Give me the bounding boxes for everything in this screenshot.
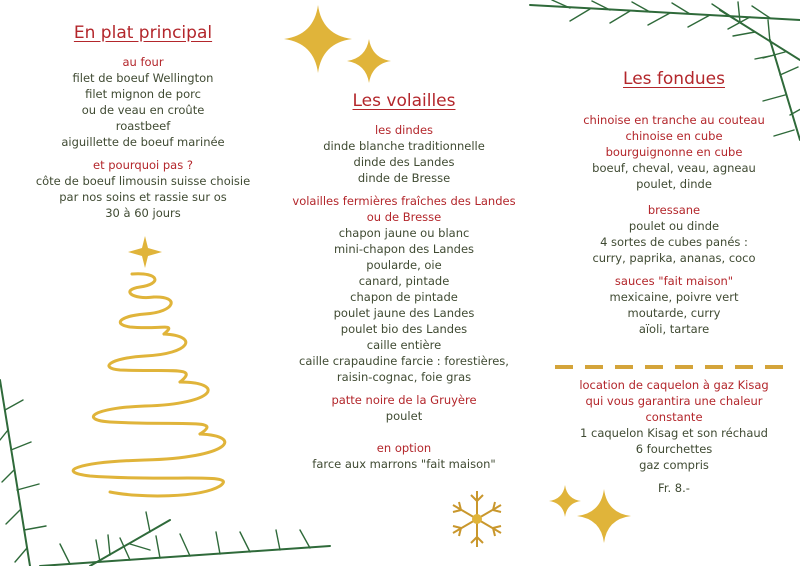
menu-item: poulet bbox=[385, 409, 423, 423]
menu-section bbox=[560, 273, 788, 337]
menu-section bbox=[25, 157, 261, 221]
section-heading: patte noire de la Gruyère bbox=[331, 393, 477, 407]
menu-item: 4 sortes de cubes panés : bbox=[600, 235, 748, 249]
menu-item: poulet jaune des Landes bbox=[333, 306, 475, 320]
section-heading: chinoise en tranche au couteau bbox=[583, 113, 765, 127]
menu-section bbox=[290, 440, 518, 472]
section-heading: location de caquelon à gaz Kisag bbox=[579, 378, 769, 392]
menu-section bbox=[560, 202, 788, 266]
golden-christmas-tree-icon bbox=[50, 232, 240, 512]
section-heading: bressane bbox=[647, 203, 701, 217]
sparkle-star-icon bbox=[346, 38, 392, 84]
section-heading: sauces "fait maison" bbox=[614, 274, 734, 288]
menu-item: mexicaine, poivre vert bbox=[609, 290, 739, 304]
section-heading: volailles fermières fraîches des Landes bbox=[292, 194, 516, 208]
menu-section bbox=[290, 392, 518, 424]
menu-item: raisin-cognac, foie gras bbox=[336, 370, 472, 384]
menu-item: ou de veau en croûte bbox=[81, 103, 205, 117]
menu-item: caille entière bbox=[366, 338, 442, 352]
menu-section bbox=[560, 377, 788, 473]
menu-item: filet de boeuf Wellington bbox=[72, 71, 214, 85]
menu-item: caille crapaudine farcie : forestières, bbox=[299, 354, 509, 368]
menu-section bbox=[290, 193, 518, 385]
menu-item: aiguillette de boeuf marinée bbox=[61, 135, 225, 149]
menu-item: poularde, oie bbox=[366, 258, 442, 272]
menu-item: moutarde, curry bbox=[627, 306, 721, 320]
menu-item: curry, paprika, ananas, coco bbox=[592, 251, 756, 265]
menu-item: mini-chapon des Landes bbox=[333, 242, 475, 256]
menu-item: 6 fourchettes bbox=[635, 442, 713, 456]
menu-section bbox=[560, 112, 788, 192]
menu-section bbox=[290, 122, 518, 186]
section-title: Les fondues bbox=[623, 69, 725, 89]
sparkle-star-icon bbox=[576, 488, 632, 544]
menu-item: aïoli, tartare bbox=[638, 322, 710, 336]
column-plat-principal bbox=[25, 22, 261, 228]
section-heading: constante bbox=[645, 410, 703, 424]
section-heading: ou de Bresse bbox=[366, 210, 442, 224]
menu-item: canard, pintade bbox=[358, 274, 450, 288]
menu-item: poulet, dinde bbox=[636, 177, 712, 191]
menu-item: farce aux marrons "fait maison" bbox=[312, 457, 496, 471]
menu-section bbox=[25, 54, 261, 150]
column-fondues bbox=[560, 68, 788, 496]
menu-item: filet mignon de porc bbox=[85, 87, 201, 101]
section-heading: au four bbox=[122, 55, 164, 69]
menu-item: 30 à 60 jours bbox=[105, 206, 181, 220]
snowflake-icon bbox=[446, 488, 508, 550]
section-heading: les dindes bbox=[374, 123, 434, 137]
section-heading: chinoise en cube bbox=[625, 129, 723, 143]
menu-item: poulet bio des Landes bbox=[340, 322, 468, 336]
menu-item: dinde de Bresse bbox=[357, 171, 451, 185]
section-heading: qui vous garantira une chaleur bbox=[585, 394, 763, 408]
section-heading: bourguignonne en cube bbox=[605, 145, 743, 159]
column-volailles bbox=[290, 90, 518, 479]
menu-item: 1 caquelon Kisag et son réchaud bbox=[580, 426, 768, 440]
menu-item: gaz compris bbox=[639, 458, 709, 472]
menu-item: dinde blanche traditionnelle bbox=[323, 139, 485, 153]
menu-item: dinde des Landes bbox=[353, 155, 455, 169]
menu-item: chapon jaune ou blanc bbox=[338, 226, 470, 240]
section-title: Les volailles bbox=[352, 91, 456, 111]
sparkle-star-icon bbox=[282, 3, 354, 75]
menu-item: chapon de pintade bbox=[350, 290, 458, 304]
section-heading: et pourquoi pas ? bbox=[93, 158, 193, 172]
menu-item: par nos soins et rassie sur os bbox=[59, 190, 227, 204]
menu-item: boeuf, cheval, veau, agneau bbox=[592, 161, 756, 175]
price: Fr. 8.- bbox=[658, 481, 690, 495]
menu-item: côte de boeuf limousin suisse choisie bbox=[35, 174, 251, 188]
menu-item: roastbeef bbox=[115, 119, 171, 133]
section-heading: en option bbox=[376, 441, 432, 455]
section-title: En plat principal bbox=[73, 23, 213, 43]
menu-item: poulet ou dinde bbox=[628, 219, 720, 233]
